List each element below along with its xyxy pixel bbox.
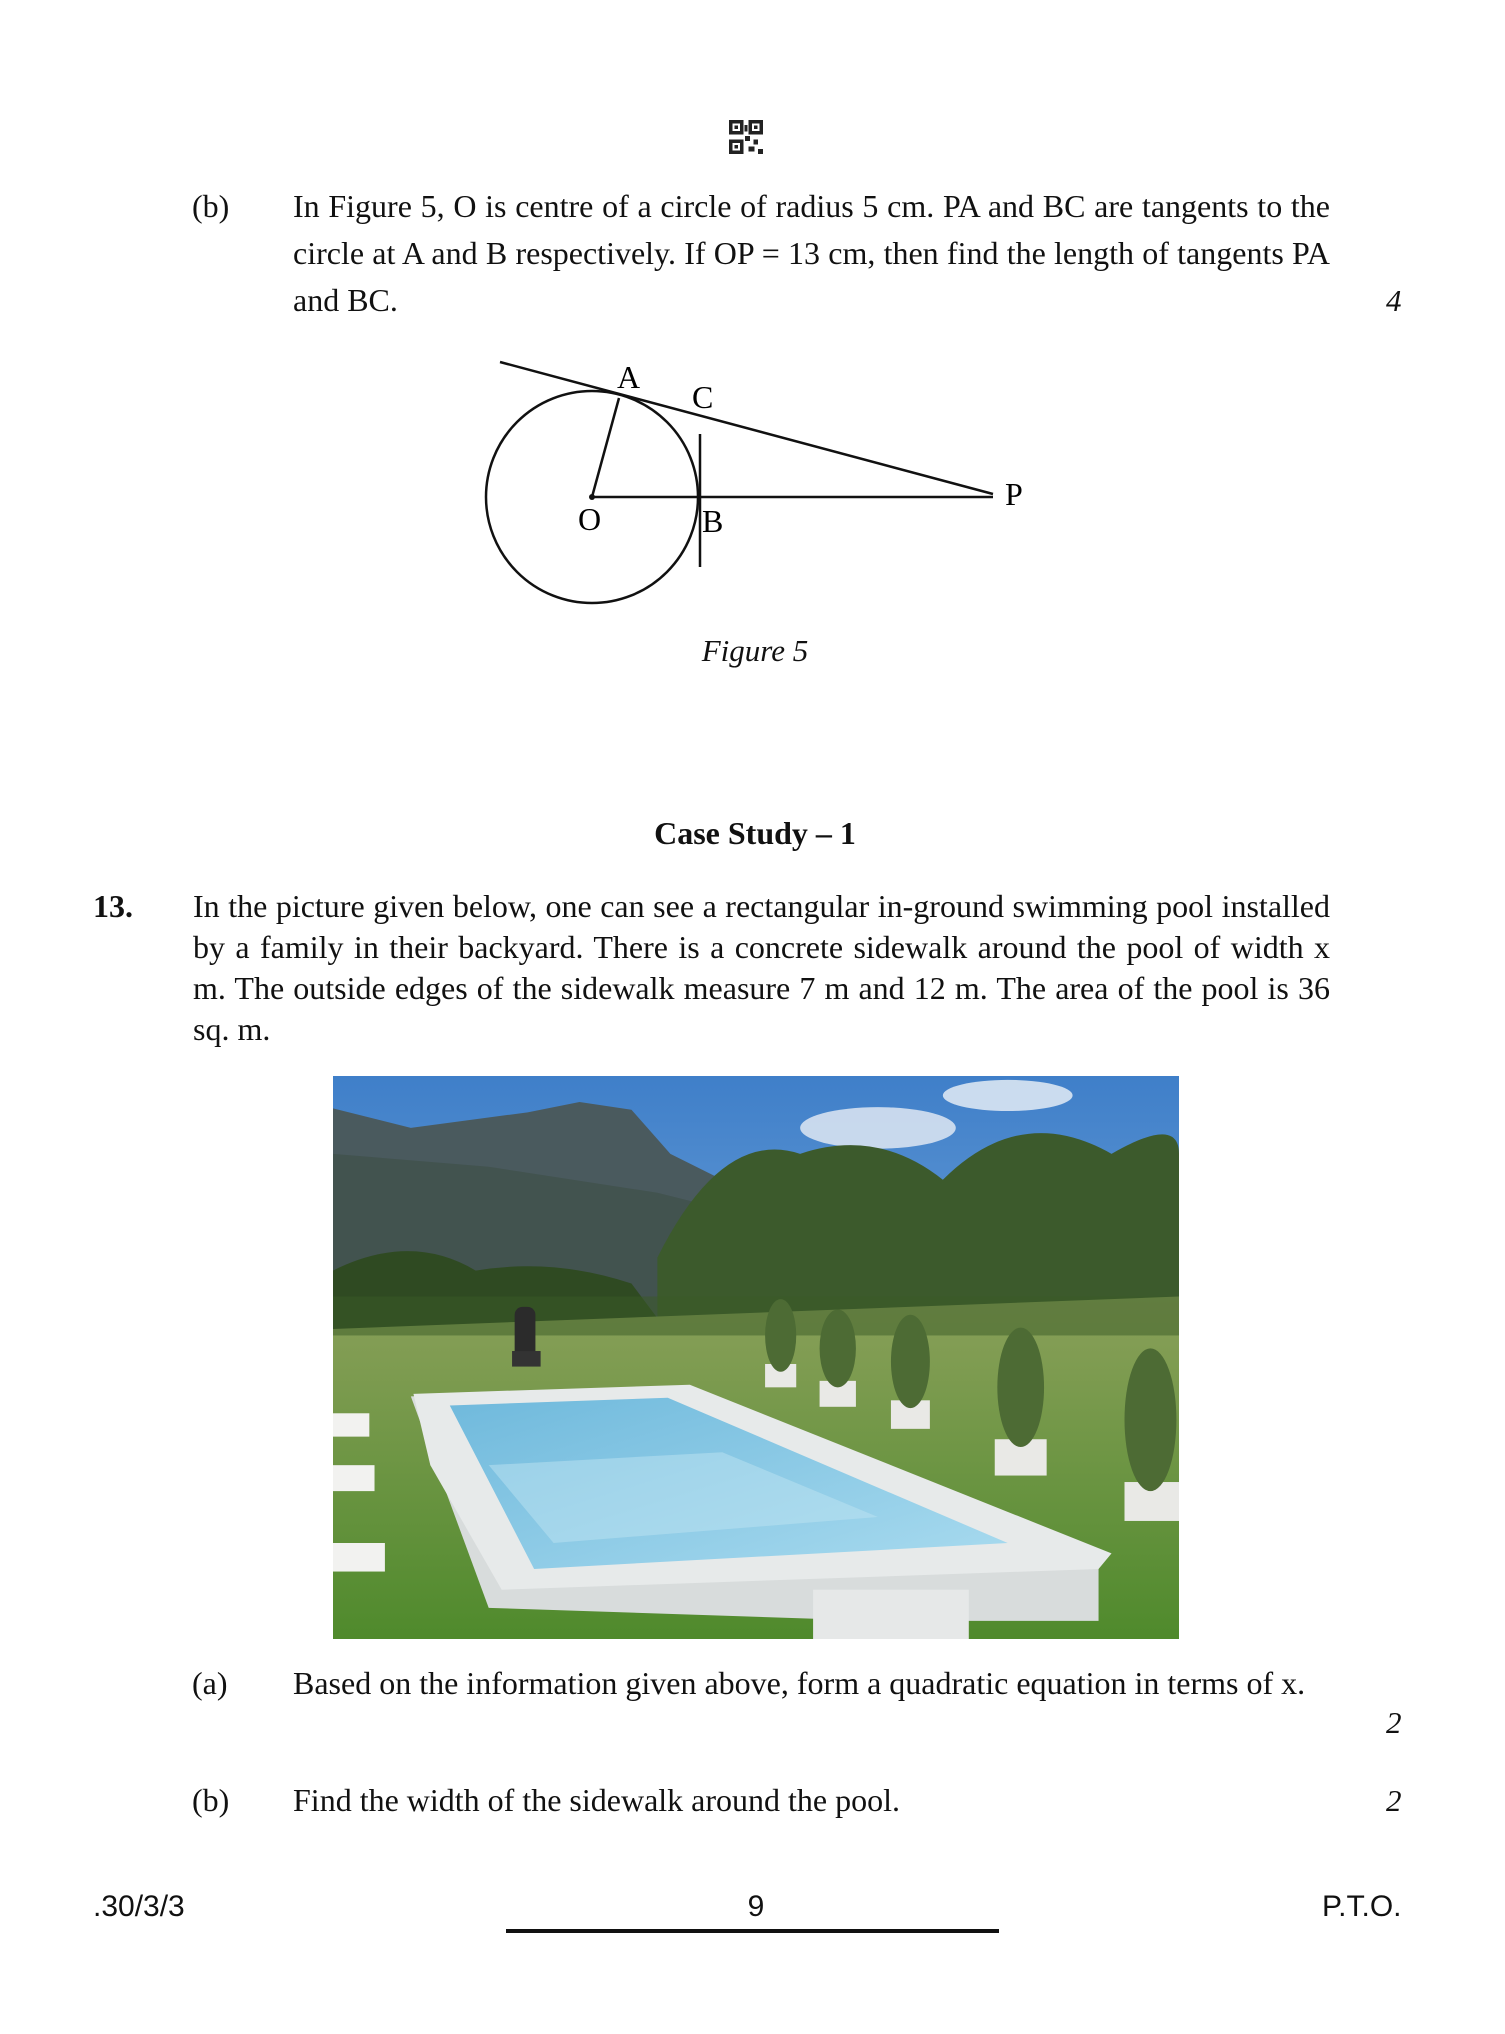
swimming-pool-photo <box>333 1076 1179 1639</box>
case-study-text: In the picture given below, one can see a rectangular in-ground swimming pool installed by a family in their backyard. There is a concrete sidewalk around the pool of width x m. The outside edges of the sidewalk measure 7 m and 12 m. The area of the pool is 36 sq. m. <box>193 888 1330 1047</box>
marks: 2 <box>1386 1705 1402 1740</box>
marks: 2 <box>1386 1783 1402 1818</box>
question-number: 13. <box>93 888 133 924</box>
figure-caption: Figure 5 <box>701 633 809 668</box>
question-text: In Figure 5, O is centre of a circle of radius 5 cm. PA and BC are tangents to the circle at A and B respectively. If OP = 13 cm, then find the length of tangents PA and BC. <box>293 188 1330 318</box>
question-part-label: (b) <box>192 1782 230 1818</box>
marks: 4 <box>1386 283 1402 318</box>
question-part-label: (a) <box>192 1665 228 1701</box>
pto-label: P.T.O. <box>1322 1890 1402 1923</box>
question-part-text: Based on the information given above, form a quadratic equation in terms of x. <box>293 1665 1306 1701</box>
point-label-c: C <box>692 379 714 415</box>
page-number-underline <box>506 1929 999 1933</box>
radius-oa <box>592 398 619 497</box>
page-number: 9 <box>747 1890 765 1923</box>
point-label-p: P <box>1005 476 1023 512</box>
paper-code: .30/3/3 <box>93 1890 185 1923</box>
question-part-label: (b) <box>192 188 230 224</box>
point-label-b: B <box>702 503 724 539</box>
tangent-line-pa <box>500 362 993 494</box>
point-label-a: A <box>617 359 641 395</box>
point-label-o: O <box>578 501 602 537</box>
figure-5-diagram <box>440 340 1060 620</box>
question-part-text: Find the width of the sidewalk around the pool. <box>293 1782 901 1818</box>
qr-code-icon <box>729 120 763 154</box>
case-study-title: Case Study – 1 <box>654 815 856 851</box>
